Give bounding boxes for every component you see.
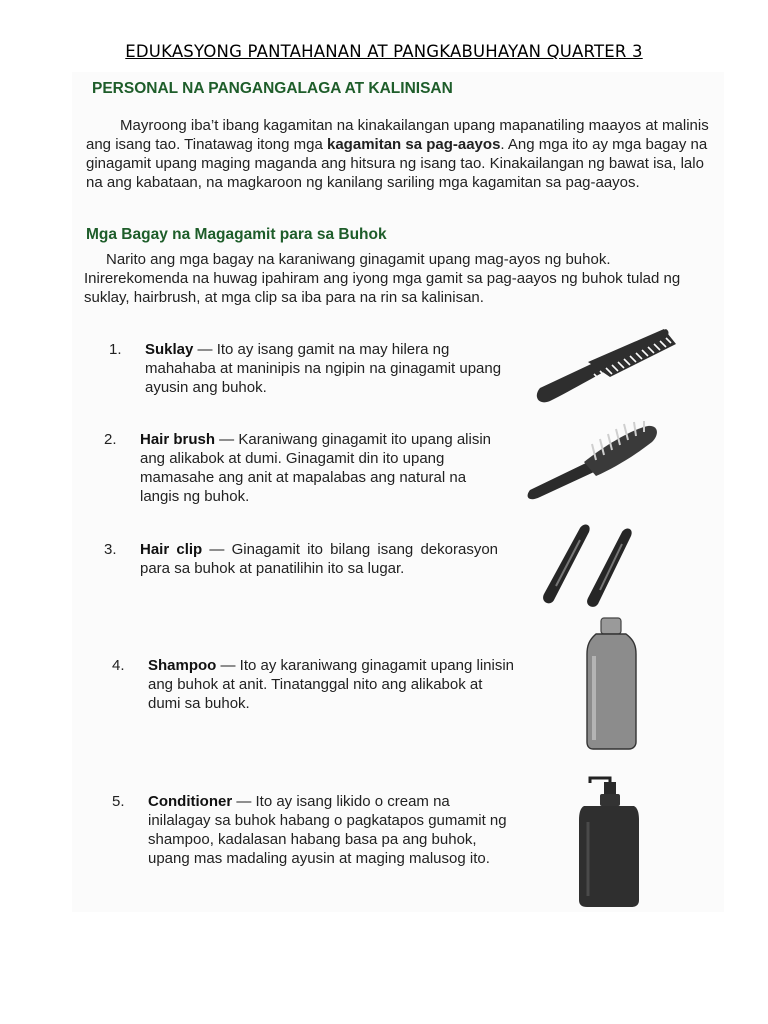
list-item-hair-brush: [104, 430, 502, 506]
item-description: — Ito ay isang likido o cream na inilalagay sa buhok habang o pagkatapos gumamit ng shampoo, kadalasan habang basa pa ang buhok, upang mas madaling ayusin at maging malusog ito.: [148, 793, 507, 867]
item-term: Hair brush: [140, 431, 216, 448]
item-description: — Ito ay karaniwang ginagamit upang linisin ang buhok at anit. Tinatanggal nito ang alikabok at dumi sa buhok.: [148, 657, 515, 712]
intro-text-2: . Ang mga ito ay mga bagay na ginagamit upang maging maganda ang hitsura ng isang tao. Kinakailangan ng bawat isa, lalo na ang kabataan, na magkaroon ng kanilang sariling mga kagamitan sa pag-aayos.: [86, 136, 708, 191]
hair-intro-paragraph: Narito ang mga bagay na karaniwang ginagamit upang mag-ayos ng buhok. Inirerekomenda na huwag ipahiram ang iyong mga gamit sa pag-aayos ng buhok tulad ng suklay, hairbrush, at mga clip sa iba para na rin sa kalinisan.: [84, 251, 681, 306]
item-description: — Karaniwang ginagamit ito upang alisin ang alikabok at dumi. Ginagamit din ito upang mamasahe ang anit at mapalabas ang natural na langis ng buhok.: [140, 431, 492, 505]
item-number: 2.: [104, 431, 117, 448]
item-number: 5.: [112, 793, 125, 810]
list-item-suklay: [109, 340, 507, 397]
intro-bold-term: kagamitan sa pag-aayos: [327, 136, 501, 153]
intro-paragraph: [86, 116, 712, 192]
list-item-hair-clip: [104, 540, 499, 578]
item-term: Shampoo: [148, 657, 217, 674]
comb-icon: [530, 322, 690, 408]
conditioner-pump-bottle-icon: [576, 774, 642, 908]
item-term: Suklay: [145, 341, 194, 358]
item-number: 4.: [112, 657, 125, 674]
shampoo-bottle-icon: [584, 616, 640, 750]
hair-clip-icon: [536, 520, 664, 608]
list-item-shampoo: [112, 656, 515, 713]
section-title-hair-items: Mga Bagay na Magagamit para sa Buhok: [86, 226, 387, 243]
document-header: EDUKASYONG PANTAHANAN AT PANGKABUHAYAN QUARTER 3: [125, 42, 643, 61]
item-number: 3.: [104, 541, 117, 558]
item-description: — Ito ay isang gamit na may hilera ng mahahaba at maninipis na ngipin na ginagamit upang ayusin ang buhok.: [145, 341, 502, 396]
item-term: Hair clip: [140, 541, 203, 558]
item-number: 1.: [109, 341, 122, 358]
item-description: — Ginagamit ito bilang isang dekorasyon para sa buhok at panatilihin ito sa lugar.: [140, 541, 499, 577]
list-item-conditioner: [112, 792, 512, 868]
item-term: Conditioner: [148, 793, 233, 810]
section-title-personal-care: PERSONAL NA PANGANGALAGA AT KALINISAN: [92, 80, 453, 97]
hairbrush-icon: [524, 420, 664, 502]
intro-text-1: Mayroong iba’t ibang kagamitan na kinakailangan upang mapanatiling maayos at malinis ang isang tao. Tinatawag itong mga: [86, 117, 709, 153]
